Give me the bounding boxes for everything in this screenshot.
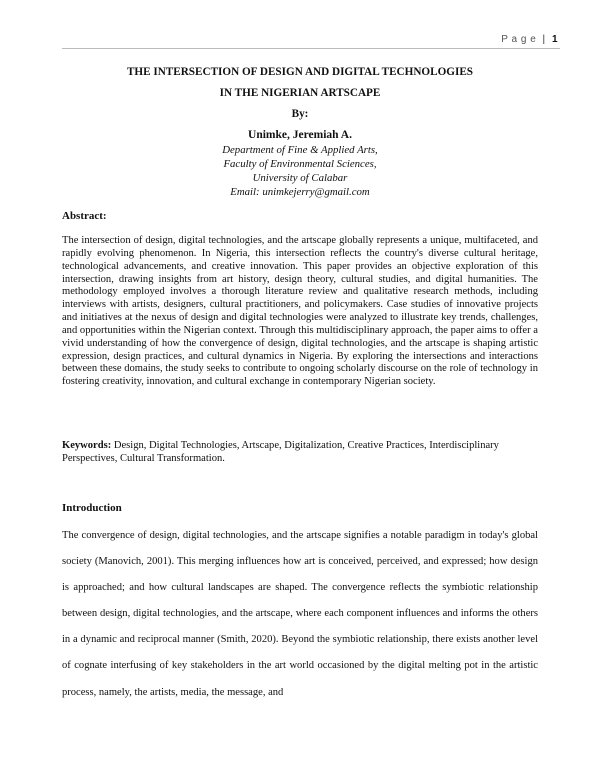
affiliation-university: University of Calabar [252,172,348,184]
keywords-label: Keywords: [62,440,112,451]
page-separator: | [542,34,546,45]
page-number: 1 [551,34,558,45]
page-number-header [501,34,558,45]
keywords-list: Design, Digital Technologies, Artscape, Digitalization, Creative Practices, Interdisciplinary Perspectives, Cultural Transformation. [62,440,499,464]
header-divider [62,48,560,49]
page-label: P a g e [501,34,537,45]
introduction-body: The convergence of design, digital technologies, and the artscape signifies a notable paradigm in today's global society (Manovich, 2001). This merging influences how art is conceived, perceived, and expressed; how design is approached; and how cultural landscapes are shaped. The convergence reflects the symbiotic relationship between design, digital technologies, and the artscape, where each component influences and informs the others in a dynamic and reciprocal manner (Smith, 2020). Beyond the symbiotic relationship, there exists another level of cognate interfusing of key stakeholders in the art world occasioned by the digital melting pot in the artistic process, namely, the artists, media, the message, and [62,530,538,698]
paper-title-line-2: IN THE NIGERIAN ARTSCAPE [219,87,381,99]
abstract-body: The intersection of design, digital technologies, and the artscape globally represents a unique, multifaceted, and rapidly evolving phenomenon. In Nigeria, this intersection reflects the country's diverse cultural heritage, technological advancements, and creative innovation. This paper provides an objective exploration of this intersection, drawing insights from art history, design theory, cultural studies, and digital humanities. The methodology employed involves a thorough literature review and qualitative research methods, including interviews with artists, designers, cultural practitioners, and policymakers. Case studies of innovative projects and initiatives at the nexus of design and digital technologies were analyzed to illustrate key trends, challenges, and opportunities within the Nigerian context. Through this multidisciplinary approach, the paper aims to offer a vivid understanding of how the convergence of design, digital technologies, and the artscape is shaping artistic expression, design practices, and cultural dynamics in Nigeria. By exploring the intersections and interactions between these domains, the study seeks to contribute to ongoing scholarly discourse on the role of technology in fostering creativity, innovation, and cultural exchange in contemporary Nigerian society. [62,235,538,388]
author-name: Unimke, Jeremiah A. [248,129,352,141]
affiliation-department: Department of Fine & Applied Arts, [222,144,378,156]
introduction-heading: Introduction [62,502,122,514]
affiliation-faculty: Faculty of Environmental Sciences, [223,158,377,170]
paper-title-line-1: THE INTERSECTION OF DESIGN AND DIGITAL TECHNOLOGIES [126,66,474,78]
by-label: By: [291,108,309,120]
abstract-heading: Abstract: [62,210,107,222]
author-email: Email: unimkejerry@gmail.com [230,186,370,198]
keywords-paragraph [62,440,538,466]
